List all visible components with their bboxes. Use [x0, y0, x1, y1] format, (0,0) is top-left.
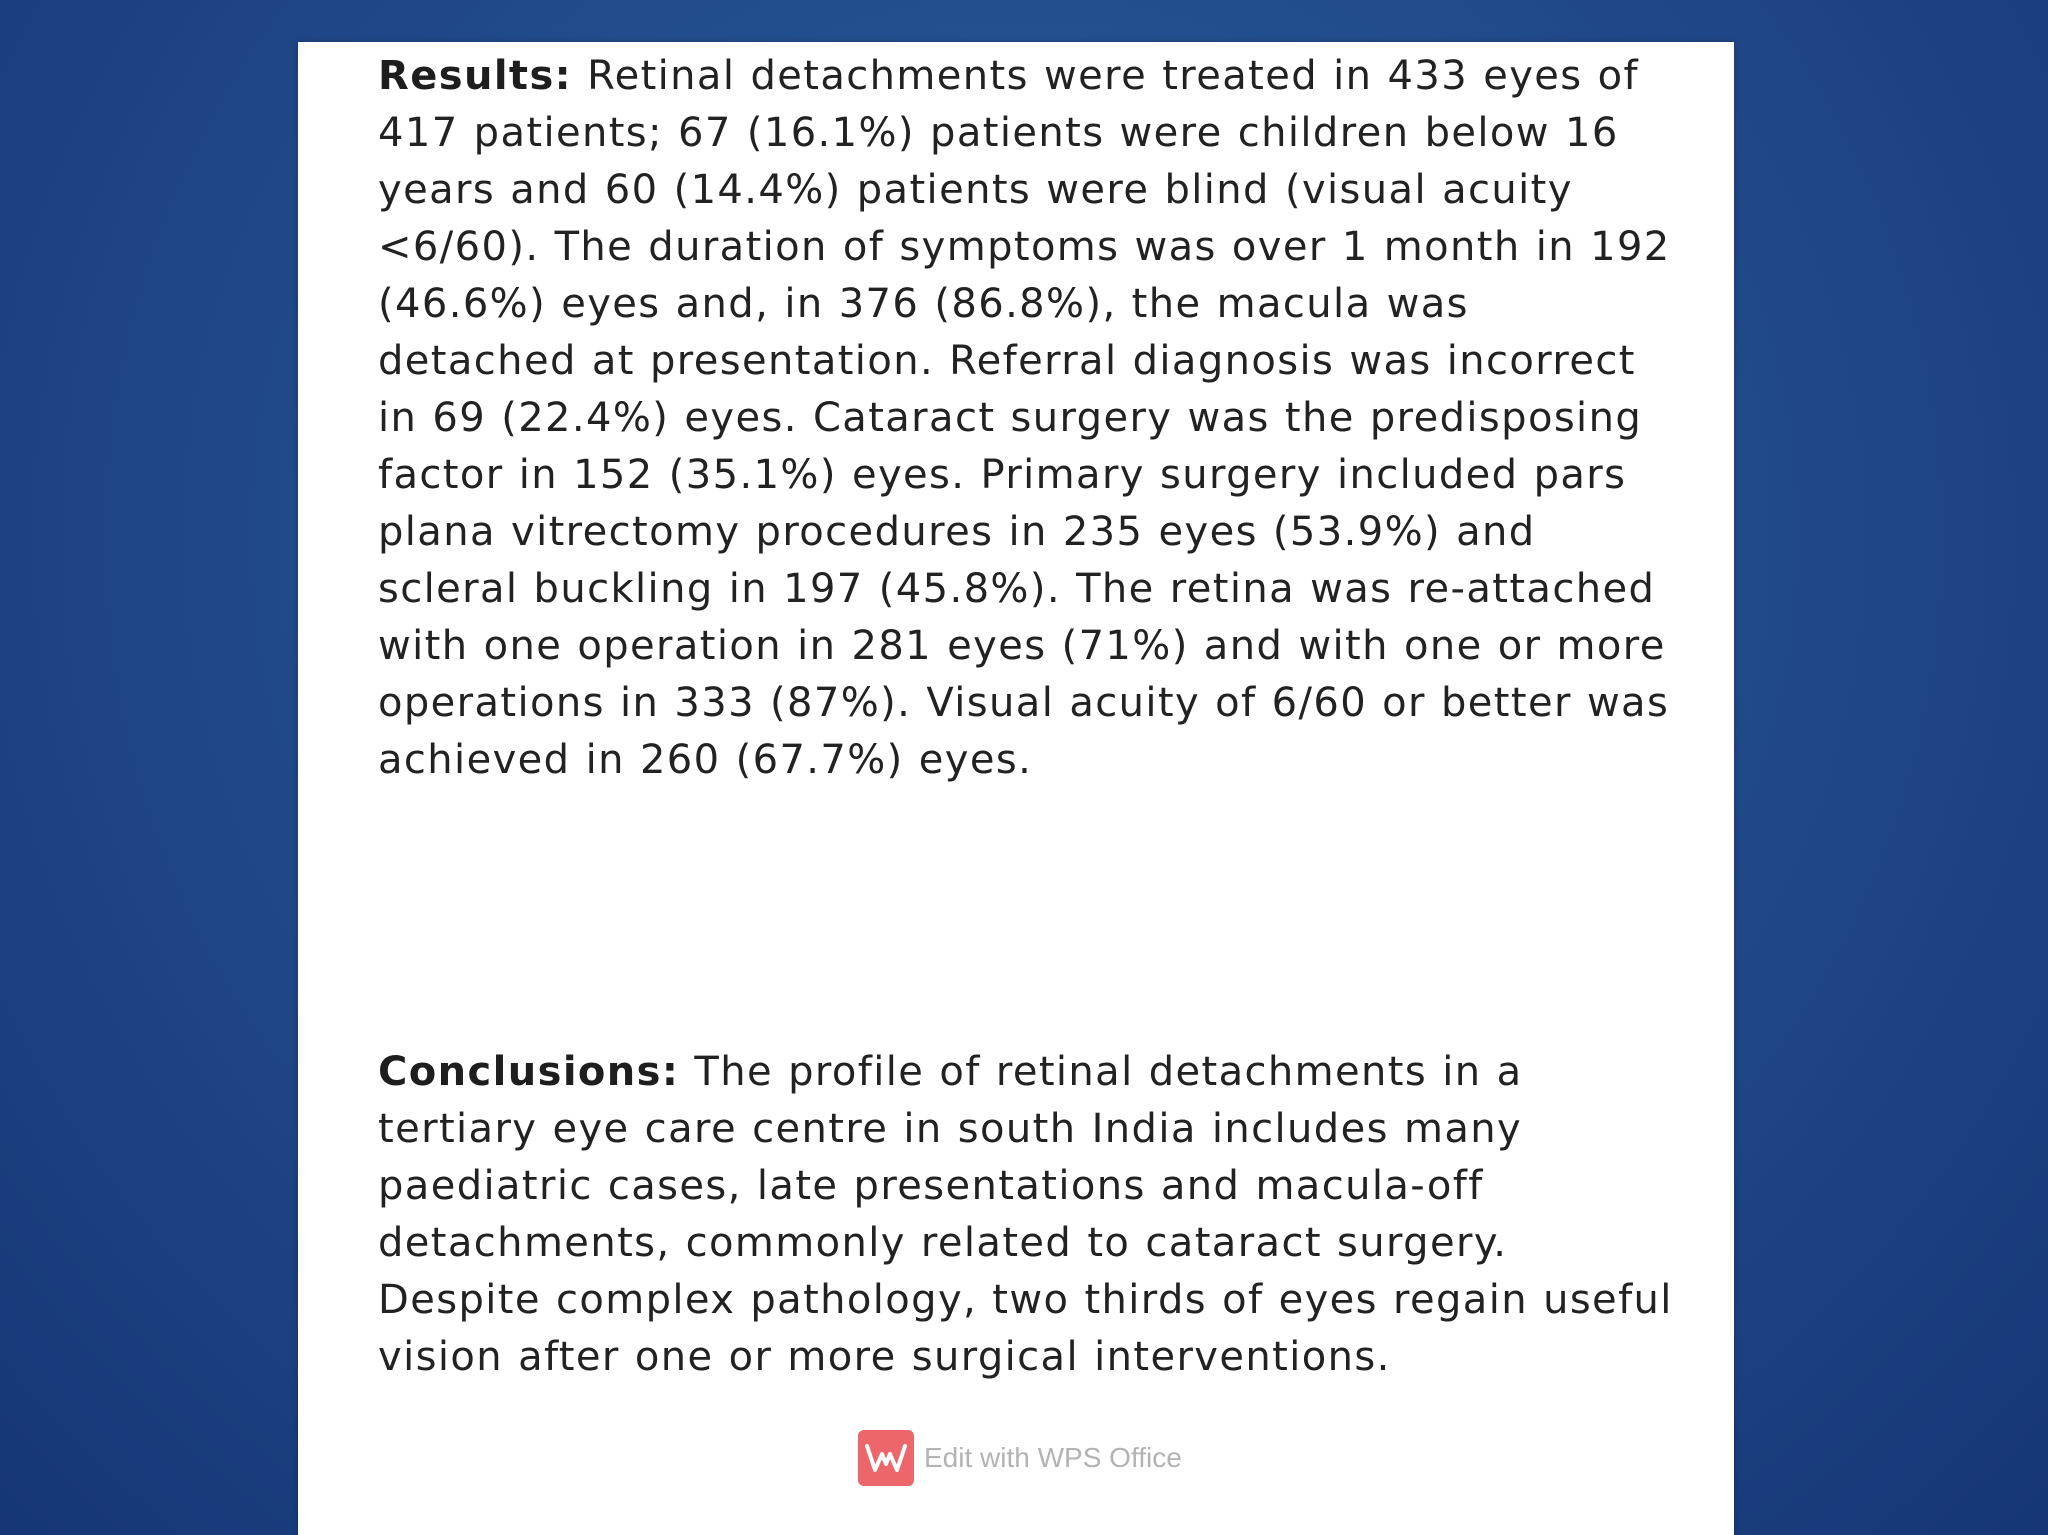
results-paragraph	[378, 48, 1678, 789]
document-page	[298, 42, 1734, 1535]
results-text: Retinal detachments were treated in 433 eyes of 417 patients; 67 (16.1%) patients were children below 16 years and 60 (14.4%) patients were blind (visual acuity <6/60). The duration of symptoms was over 1 month in 192 (46.6%) eyes and, in 376 (86.8%), the macula was detached at presentation. Referral diagnosis was incorrect in 69 (22.4%) eyes. Cataract surgery was the predisposing factor in 152 (35.1%) eyes. Primary surgery included pars plana vitrectomy procedures in 235 eyes (53.9%) and scleral buckling in 197 (45.8%). The retina was re-attached with one operation in 281 eyes (71%) and with one or more operations in 333 (87%). Visual acuity of 6/60 or better was achieved in 260 (67.7%) eyes.	[378, 53, 1671, 783]
watermark-text: Edit with WPS Office	[924, 1442, 1182, 1473]
conclusions-paragraph	[378, 1044, 1678, 1386]
conclusions-label: Conclusions:	[378, 1049, 680, 1095]
conclusions-text: The profile of retinal detachments in a tertiary eye care centre in south India includes many paediatric cases, late presentations and macula-off detachments, commonly related to cataract surgery. Despite complex pathology, two thirds of eyes regain useful vision after one or more surgical interventions.	[378, 1049, 1673, 1380]
results-label: Results:	[378, 53, 573, 99]
wps-office-logo-icon	[858, 1430, 914, 1486]
wps-watermark[interactable]	[858, 1430, 1182, 1486]
